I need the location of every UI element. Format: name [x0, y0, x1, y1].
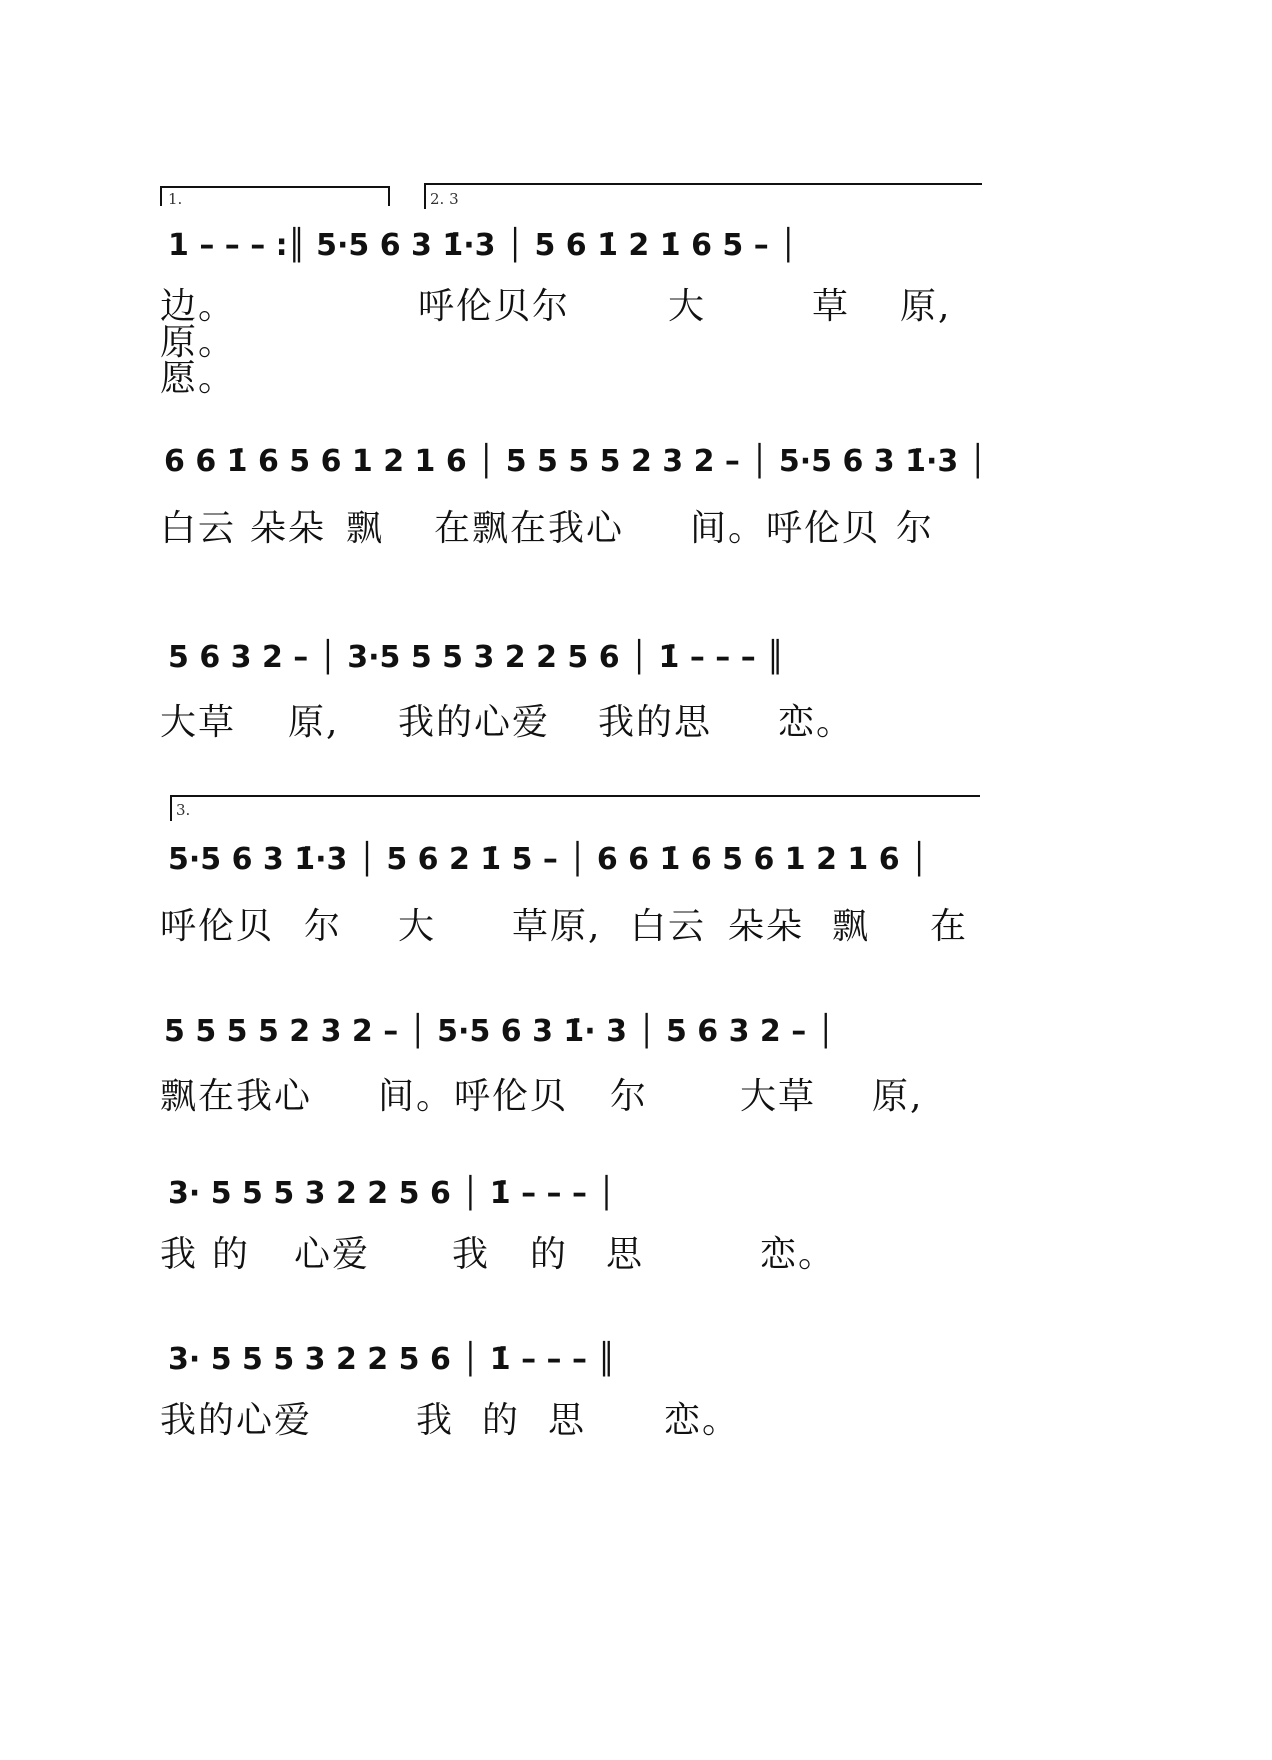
lyric-row-3-0: 大草 [160, 702, 237, 743]
volta-1-label: 1. [168, 190, 183, 208]
notes-row-3: 5 6 3 2 – │ 3·5 5 5 3 2 2 5 6 │ 1̇ – – – ║ [168, 640, 785, 675]
lyric-row-3-3: 我的思 [598, 702, 713, 743]
lyric-row-4-5: 朵朵 [728, 906, 805, 947]
notes-row-5: 5 5 5 5 2 3 2 – │ 5·5 6 3 1̇· 3 │ 5 6 3 2 – │ [164, 1014, 835, 1049]
lyric-row-5-4: 原, [872, 1076, 924, 1117]
lyric-row-6-6: 恋。 [760, 1234, 837, 1275]
lyric-row-3-1: 原, [288, 702, 340, 743]
lyric-row-2-2: 飘 [346, 508, 385, 549]
volta-3-label: 3. [176, 801, 191, 819]
lyric-row-2-4: 间。呼伦贝 [690, 508, 881, 549]
lyric-row-2-5: 尔 [896, 508, 935, 549]
lyric-row-3-2: 我的心爱 [398, 702, 551, 743]
lyric-row-6-1: 的 [212, 1234, 251, 1275]
lyric-row-2-1: 朵朵 [250, 508, 327, 549]
lyric-row-1-3: 草 [812, 286, 851, 327]
lyric-row-4-0: 呼伦贝 [160, 906, 275, 947]
lyric-row-6-2: 心爱 [294, 1234, 371, 1275]
lyric-row-5-2: 尔 [610, 1076, 649, 1117]
lyric-row-3-4: 恋。 [778, 702, 855, 743]
lyric-row-4-4: 白云 [630, 906, 707, 947]
lyric-row-4-7: 在 [930, 906, 969, 947]
volta-2-bracket [424, 183, 982, 209]
lyric-row-7-1: 我 [416, 1400, 455, 1441]
lyric-row-2-3: 在飘在我心 [434, 508, 625, 549]
lyric-row-7-0: 我的心爱 [160, 1400, 313, 1441]
lyric-row-6-0: 我 [160, 1234, 199, 1275]
lyric-row-1-2: 大 [668, 286, 707, 327]
lyric-row-4-3: 草原, [512, 906, 602, 947]
notes-row-7: 3· 5 5 5 3 2 2 5 6 │ 1̇ – – – ║ [168, 1342, 616, 1377]
lyric-row-1-4: 原, [900, 286, 952, 327]
notes-row-2: 6 6 1̇ 6 5 6 1 2 1 6 │ 5 5 5 5 2 3 2 – │ 5·5 6 3 1̇·3 │ [164, 444, 987, 479]
lyric-row-6-5: 思 [606, 1234, 645, 1275]
volta-3-bracket [170, 795, 980, 821]
lyric-row-5-0: 飘在我心 [160, 1076, 313, 1117]
volta-2-label: 2. 3 [430, 190, 459, 208]
lyric-row-7-4: 恋。 [664, 1400, 741, 1441]
lyric-row-4-6: 飘 [832, 906, 871, 947]
lyric-row-6-4: 的 [530, 1234, 569, 1275]
lyric-row-6-3: 我 [452, 1234, 491, 1275]
lyric-row-4-2: 大 [398, 906, 437, 947]
lyric-row-2-0: 白云 [160, 508, 237, 549]
lyric-row-1-0: 边。 [160, 286, 237, 327]
notes-row-1: 1 – – – :║ 5·5 6 3 1̇·3 │ 5 6 1̇ 2 1̇ 6 5 – │ [168, 228, 798, 263]
notes-row-6: 3· 5 5 5 3 2 2 5 6 │ 1̇ – – – │ [168, 1176, 616, 1211]
lyric-row-1-extra-1: 原。 [160, 322, 237, 363]
lyric-row-1-extra-2: 愿。 [160, 358, 237, 399]
lyric-row-5-3: 大草 [740, 1076, 817, 1117]
lyric-row-7-3: 思 [548, 1400, 587, 1441]
lyric-row-4-1: 尔 [304, 906, 343, 947]
notes-row-4: 5·5 6 3 1̇·3 │ 5 6 2 1̇ 5 – │ 6 6 1̇ 6 5 6 1 2 1 6 │ [168, 842, 929, 877]
lyric-row-5-1: 间。呼伦贝 [378, 1076, 569, 1117]
lyric-row-1-1: 呼伦贝尔 [418, 286, 571, 327]
volta-1-bracket [160, 186, 390, 206]
lyric-row-7-2: 的 [482, 1400, 521, 1441]
